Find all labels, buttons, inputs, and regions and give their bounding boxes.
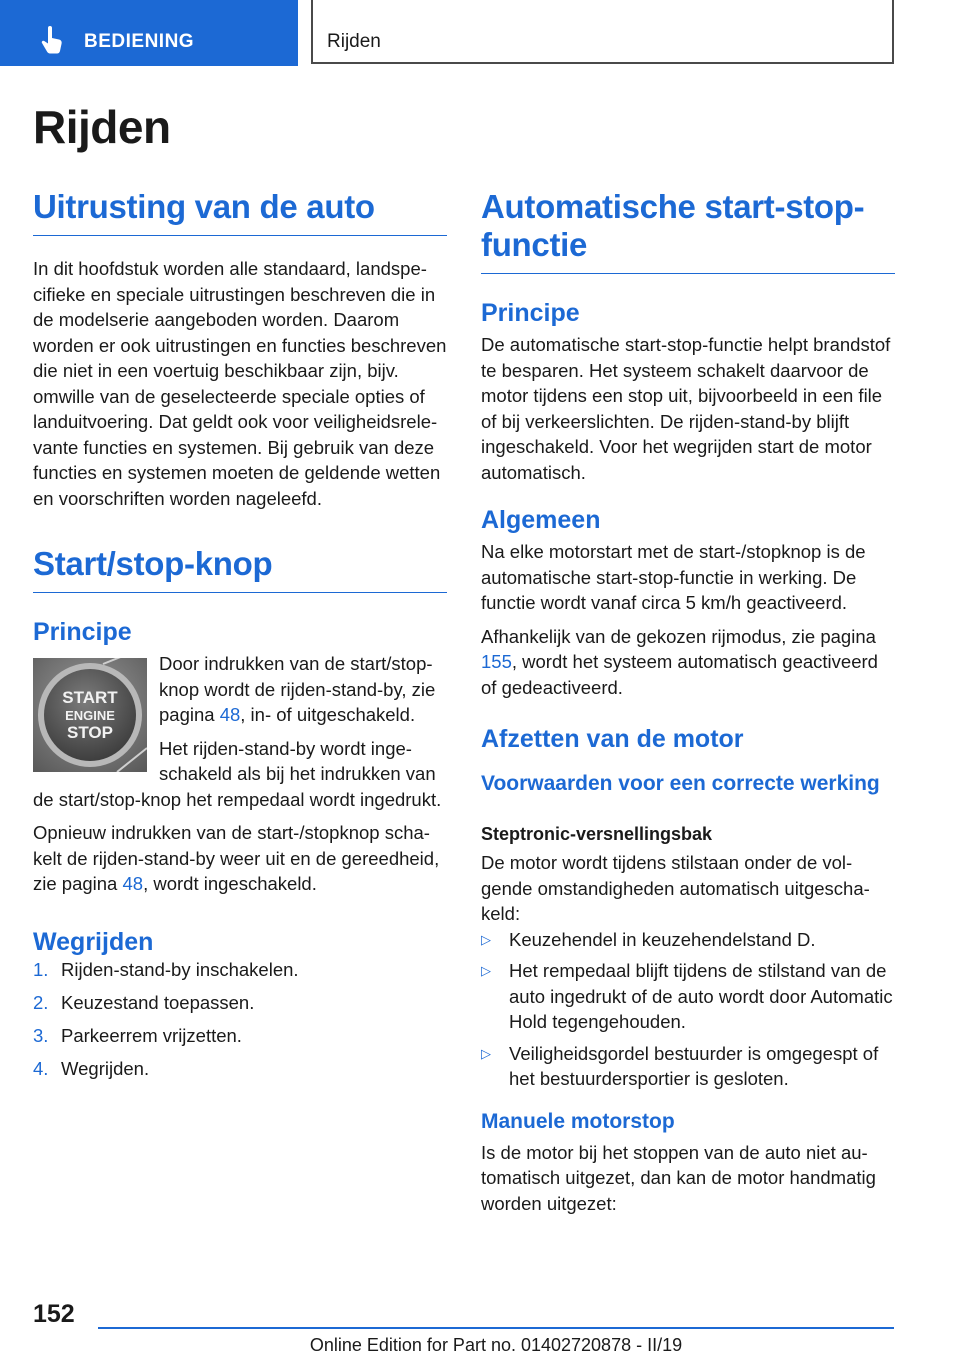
list-item: ▷ Keuzehendel in keuzehendelstand D. — [481, 927, 895, 953]
heading-principe-left: Principe — [33, 618, 132, 646]
heading-voorwaarden: Voorwaarden voor een correcte werking — [481, 772, 880, 795]
start-engine-stop-button-icon — [33, 658, 147, 772]
principe-right-paragraph: De automatische start-stop-functie helpt brandstof te besparen. Het systeem schakelt daarvoor de motor tijdens een stop uit, bijvoorbeeld in een file of bij verkeerslichten. De rijden-stand-by blijft ingeschakeld. Voor het wegrijden start de motor automatisch. — [481, 334, 891, 483]
algemeen-paragraph-2: Afhankelijk van de gekozen rijmodus, zie pagina 155, wordt het systeem automatisch geactiveerd of gedeactiveerd. — [481, 625, 878, 698]
heading-steptronic: Steptronic-versnellingsbak — [481, 824, 713, 844]
page-link-48[interactable]: 48 — [219, 704, 241, 725]
bullet-triangle-icon: ▷ — [481, 963, 491, 978]
hand-pointer-icon — [40, 26, 64, 54]
list-item: 1. Rijden-stand-by inschakelen. — [33, 958, 299, 980]
button-line-2: ENGINE — [65, 708, 115, 723]
heading-start-stop-button: Start/stop-knop — [33, 545, 447, 593]
heading-algemeen: Algemeen — [481, 506, 601, 534]
left-column — [33, 188, 447, 1089]
algemeen-paragraph-1: Na elke motorstart met de start-/stopknop is de automatische start-stop-functie in werking. De functie wordt vanaf circa 5 km/h geactiveerd. — [481, 541, 866, 613]
heading-principe-right: Principe — [481, 299, 580, 327]
section-label: BEDIENING — [84, 31, 195, 52]
principe-paragraph-2: Het rijden-stand-by wordt ingeschakeld als bij het indrukken van de start/stop-knop het rempedaal wordt ingedrukt. — [33, 737, 442, 810]
heading-afzetten: Afzetten van de motor — [481, 725, 744, 753]
principe-paragraph-3: Opnieuw indrukken van de start-/stopknop schakelt de rijden-stand-by weer uit en de gereedheid, zie pagina 48, wordt ingeschakeld. — [33, 822, 440, 894]
button-line-3: STOP — [67, 723, 113, 742]
page-link-48-second[interactable]: 48 — [122, 873, 144, 894]
button-line-1: START — [62, 688, 118, 707]
heading-auto-start-stop: Automatische start-stop-functie — [481, 188, 895, 274]
equipment-paragraph: In dit hoofdstuk worden alle standaard, landspecifieke en speciale uitrustingen beschreven die in de modelserie aangeboden worden. Daarom worden er ook uitrustingen en functies beschreven die niet in een voertuig beschikbaar zijn, bijv. omwille van de geselecteerde speciale opties of landuitvoering. Dat geldt ook voor veiligheidsrelevante functies en systemen. Bij gebruik van deze functies en systemen moeten de geldende wetten en voorschriften worden nageleefd. — [33, 258, 447, 509]
chapter-label: Rijden — [327, 31, 381, 52]
list-item: ▷ Het rempedaal blijft tijdens de stilstand van de auto ingedrukt of de auto wordt door Automatic Hold tegengehouden. — [481, 958, 895, 1035]
manuele-paragraph: Is de motor bij het stoppen van de auto niet automatisch uitgezet, dan kan de motor handmatig worden uitgezet: — [481, 1141, 876, 1214]
list-item: 4. Wegrijden. — [33, 1057, 150, 1079]
heading-manuele-motorstop: Manuele motorstop — [481, 1109, 675, 1133]
wegrijden-steps — [33, 957, 447, 1082]
principe-block — [33, 651, 447, 897]
footer-divider — [98, 1327, 894, 1329]
page-title: Rijden — [33, 101, 171, 153]
conditions-list — [481, 927, 895, 1092]
page-header — [0, 0, 960, 66]
steptronic-paragraph: De motor wordt tijdens stilstaan onder de volgende omstandigheden automatisch uitgeschakeld: — [481, 852, 870, 924]
page-link-155[interactable]: 155 — [481, 651, 512, 672]
bullet-triangle-icon: ▷ — [481, 931, 491, 947]
principe-paragraph-1: Door indrukken van de start/stop-knop wordt de rijden-stand-by, zie pagina 48, in- of uitgeschakeld. — [159, 653, 436, 725]
list-item: 3. Parkeerrem vrijzetten. — [33, 1024, 242, 1046]
bullet-triangle-icon: ▷ — [481, 1045, 491, 1061]
heading-equipment: Uitrusting van de auto — [33, 188, 447, 236]
section-tab[interactable] — [0, 0, 298, 66]
right-column — [481, 188, 895, 1216]
footer-edition: Online Edition for Part no. 01402720878 - II/19 — [309, 1335, 683, 1355]
list-item: ▷ Veiligheidsgordel bestuurder is omgegespt of het bestuurdersportier is gesloten. — [481, 1041, 895, 1092]
heading-wegrijden: Wegrijden — [33, 927, 154, 956]
list-item: 2. Keuzestand toepassen. — [33, 991, 255, 1013]
chapter-tab[interactable] — [311, 0, 894, 64]
page-number: 152 — [33, 1300, 75, 1328]
